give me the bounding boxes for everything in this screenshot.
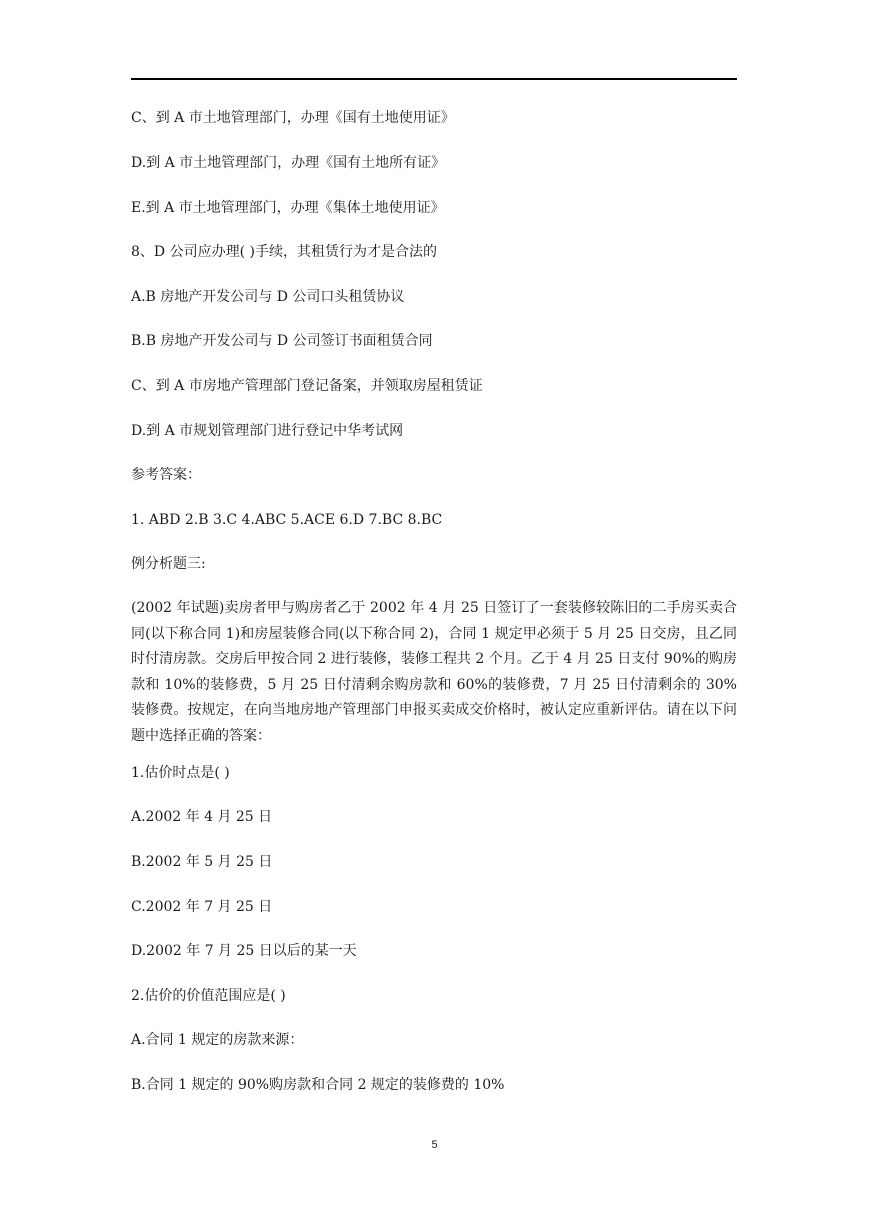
text-line: C、到 A 市土地管理部门，办理《国有土地使用证》: [131, 110, 455, 126]
option-c: C.2002 年 7 月 25 日: [131, 899, 273, 915]
option-b: B.合同 1 规定的 90%购房款和合同 2 规定的装修费的 10%: [131, 1077, 505, 1093]
case-heading: 例分析题三:: [131, 556, 206, 572]
answers-heading: 参考答案：: [131, 467, 201, 483]
option-c: C、到 A 市房地产管理部门登记备案，并领取房屋租赁证: [131, 378, 483, 394]
answers-line: 1. ABD 2.B 3.C 4.ABC 5.ACE 6.D 7.BC 8.BC: [131, 512, 443, 528]
option-a: A.合同 1 规定的房款来源：: [131, 1032, 304, 1048]
option-a: A.B 房地产开发公司与 D 公司口头租赁协议: [131, 289, 405, 305]
option-b: B.2002 年 5 月 25 日: [131, 854, 273, 870]
option-a: A.2002 年 4 月 25 日: [131, 809, 273, 825]
option-d: D.2002 年 7 月 25 日以后的某一天: [131, 943, 357, 959]
question-2: 2.估价的价值范围应是( ): [131, 988, 286, 1004]
question-1: 1.估价时点是( ): [131, 765, 230, 781]
question-8: 8、D 公司应办理( )手续，其租赁行为才是合法的: [131, 244, 437, 260]
text-line: D.到 A 市土地管理部门，办理《国有土地所有证》: [131, 155, 446, 171]
option-d: D.到 A 市规划管理部门进行登记中华考试网: [131, 423, 404, 439]
header-rule: [131, 78, 737, 80]
option-b: B.B 房地产开发公司与 D 公司签订书面租赁合同: [131, 333, 433, 349]
page-number: 5: [431, 1139, 438, 1151]
text-line: E.到 A 市土地管理部门，办理《集体土地使用证》: [131, 200, 445, 216]
case-paragraph: (2002 年试题)卖房者甲与购房者乙于 2002 年 4 月 25 日签订了一套装修较陈旧的二手房买卖合同(以下称合同 1)和房屋装修合同(以下称合同 2)，合同 1 规定甲必须于 5 月 25 日交房，且乙同时付清房款。交房后甲按合同 2 进行装修，装修工程共 2 个月。乙于 4 月 25 日支付 90%的购房款和 10%的装修费，5 月 25 日付清剩余购房款和 60%的装修费，7 月 25 日付清剩余的 30%装修费。按规定，在向当地房地产管理部门申报买卖成交价格时，被认定应重新评估。请在以下问题中选择正确的答案：: [131, 600, 737, 744]
